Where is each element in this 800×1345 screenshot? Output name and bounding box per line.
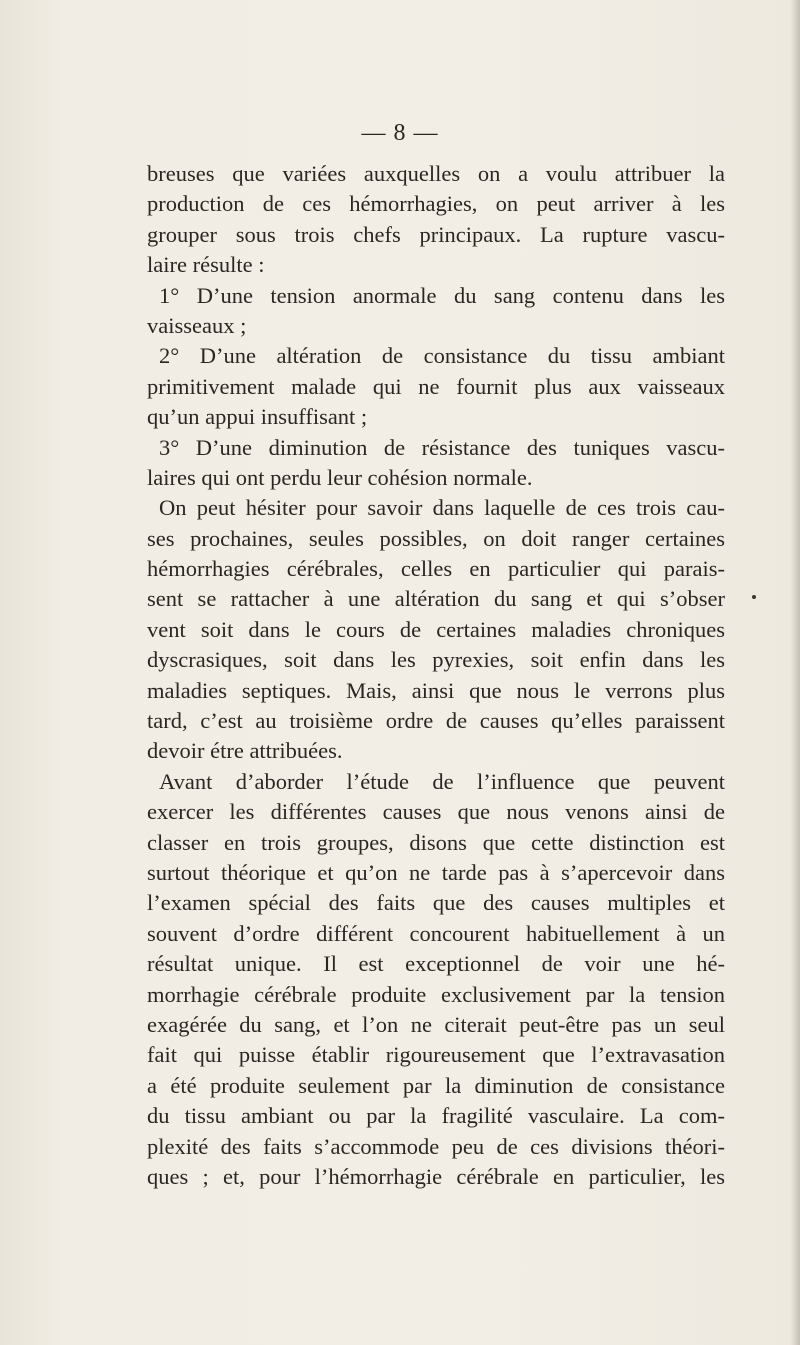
text-line: laire résulte :	[147, 252, 265, 278]
text-line: On peut hésiter pour savoir dans laquelle de ces trois cau-	[159, 495, 725, 521]
text-line: maladies septiques. Mais, ainsi que nous le verrons plus	[147, 677, 725, 703]
text-line: dyscrasiques, soit dans les pyrexies, soit enfin dans les	[147, 647, 725, 673]
text-line: résultat unique. Il est exceptionnel de voir une hé-	[147, 951, 725, 977]
text-line: classer en trois groupes, disons que cette distinction est	[147, 829, 725, 855]
text-line: primitivement malade qui ne fournit plus aux vaisseaux	[147, 373, 725, 399]
text-line: production de ces hémorrhagies, on peut arriver à les	[147, 191, 725, 217]
text-line: vent soit dans le cours de certaines maladies chroniques	[147, 616, 725, 642]
text-line: grouper sous trois chefs principaux. La rupture vascu-	[147, 221, 725, 247]
text-line: ses prochaines, seules possibles, on doit ranger certaines	[147, 525, 725, 551]
text-line: breuses que variées auxquelles on a voulu attribuer la	[147, 161, 725, 186]
text-line: morrhagie cérébrale produite exclusivement par la tension	[147, 981, 725, 1007]
ink-speck	[752, 595, 756, 599]
text-line: vaisseaux ;	[147, 312, 247, 338]
text-line: devoir étre attribuées.	[147, 738, 343, 764]
page-number: — 8 —	[361, 120, 439, 146]
text-line: souvent d’ordre différent concourent habituellement à un	[147, 920, 725, 946]
body-text	[147, 159, 725, 1192]
text-line: qu’un appui insuffisant ;	[147, 404, 368, 430]
text-line: exercer les différentes causes que nous venons ainsi de	[147, 799, 725, 825]
text-line: 3° D’une diminution de résistance des tuniques vascu-	[159, 434, 725, 460]
text-line: fait qui puisse établir rigoureusement que l’extravasation	[147, 1042, 725, 1068]
text-line: surtout théorique et qu’on ne tarde pas à s’apercevoir dans	[147, 859, 725, 885]
text-line: 2° D’une altération de consistance du tissu ambiant	[159, 343, 725, 369]
text-line: plexité des faits s’accommode peu de ces divisions théori-	[147, 1133, 725, 1159]
text-line: tard, c’est au troisième ordre de causes qu’elles paraissent	[147, 708, 725, 734]
text-line: hémorrhagies cérébrales, celles en particulier qui parais-	[147, 556, 725, 582]
page-edge-shadow	[790, 0, 800, 1345]
text-line: a été produite seulement par la diminution de consistance	[147, 1072, 725, 1098]
text-line: sent se rattacher à une altération du sang et qui s’obser	[147, 586, 725, 612]
text-line: laires qui ont perdu leur cohésion normale.	[147, 464, 533, 490]
text-line: ques ; et, pour l’hémorrhagie cérébrale en particulier, les	[147, 1163, 725, 1189]
text-line: du tissu ambiant ou par la fragilité vasculaire. La com-	[147, 1103, 725, 1129]
text-line: l’examen spécial des faits que des causes multiples et	[147, 890, 725, 916]
text-line: Avant d’aborder l’étude de l’influence que peuvent	[159, 768, 725, 794]
text-line: exagérée du sang, et l’on ne citerait peut-être pas un seul	[147, 1011, 725, 1037]
text-line: 1° D’une tension anormale du sang contenu dans les	[159, 282, 725, 308]
